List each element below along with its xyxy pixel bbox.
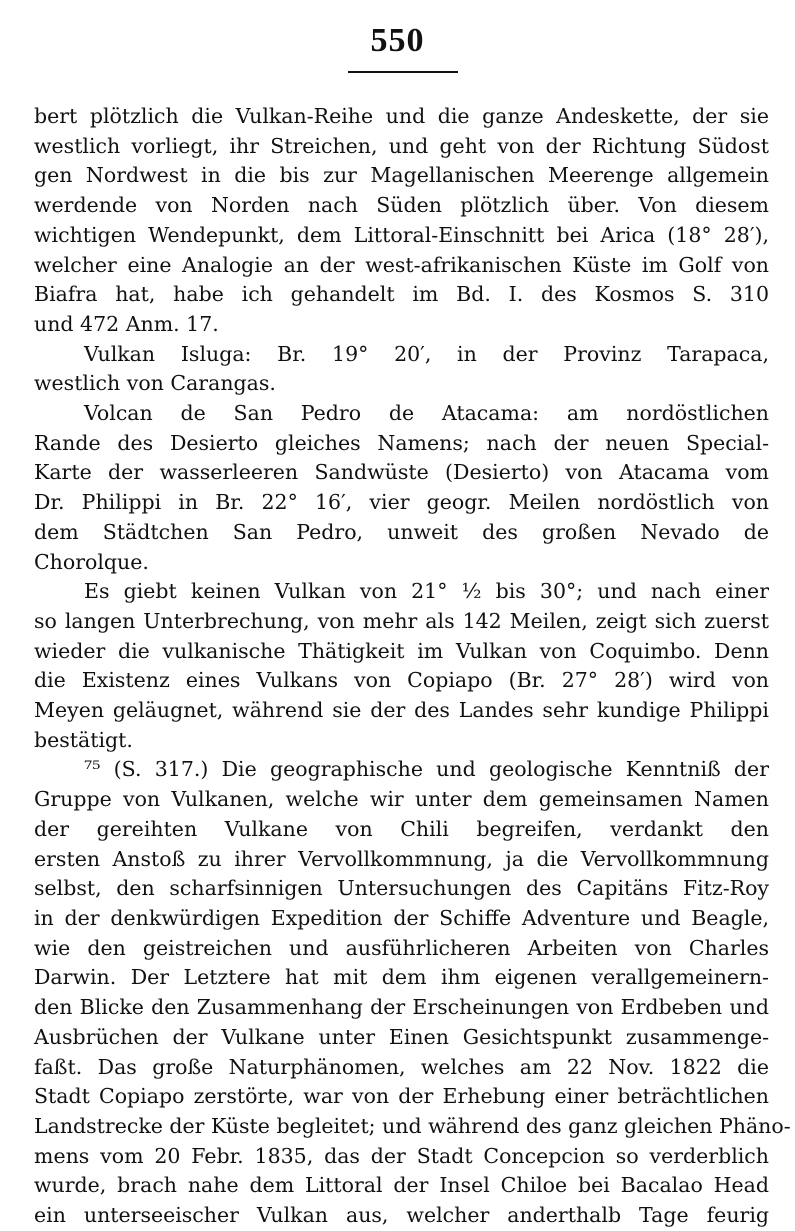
- text-line: westlich vorliegt, ihr Streichen, und geht von der Richtung Südost: [34, 133, 769, 158]
- text-line: so langen Unterbrechung, von mehr als 142 Meilen, zeigt sich zuerst: [34, 608, 769, 633]
- text-line: faßt. Das große Naturphänomen, welches am 22 Nov. 1822 die: [34, 1054, 769, 1079]
- text-line: wieder die vulkanische Thätigkeit im Vulkan von Coquimbo. Denn: [34, 638, 769, 663]
- text-line: Chorolque.: [34, 549, 149, 574]
- text-line: die Existenz eines Vulkans von Copiapo (Br. 27° 28′) wird von: [34, 668, 769, 693]
- text-line: Meyen geläugnet, während sie der des Landes sehr kundige Philippi: [34, 698, 769, 723]
- text-line: wichtigen Wendepunkt, dem Littoral-Einschnitt bei Arica (18° 28′),: [34, 222, 769, 247]
- text-line: Rande des Desierto gleiches Namens; nach der neuen Special-: [34, 430, 769, 455]
- text-line: und 472 Anm. 17.: [34, 311, 219, 336]
- text-line: westlich von Carangas.: [34, 371, 276, 396]
- text-line: Vulkan Isluga: Br. 19° 20′, in der Provinz Tarapaca,: [84, 341, 769, 366]
- text-line: wurde, brach nahe dem Littoral der Insel Chiloe bei Bacalao Head: [34, 1173, 769, 1198]
- text-line: ein unterseeischer Vulkan aus, welcher anderthalb Tage feurig: [34, 1203, 769, 1228]
- text-line: Ausbrüchen der Vulkane unter Einen Gesichtspunkt zusammenge-: [34, 1024, 769, 1049]
- text-line: Landstrecke der Küste begleitet; und während des ganz gleichen Phäno-: [34, 1113, 791, 1138]
- text-line: werdende von Norden nach Süden plötzlich über. Von diesem: [34, 193, 769, 218]
- text-line: mens vom 20 Febr. 1835, das der Stadt Concepcion so verderblich: [34, 1143, 769, 1168]
- text-line: wie den geistreichen und ausführlicheren Arbeiten von Charles: [34, 935, 769, 960]
- text-line: Volcan de San Pedro de Atacama: am nordöstlichen: [84, 401, 769, 426]
- text-line: Stadt Copiapo zerstörte, war von der Erhebung einer beträchtlichen: [34, 1084, 769, 1109]
- body-text: [34, 102, 791, 1231]
- text-line: Es giebt keinen Vulkan von 21° ½ bis 30°; und nach einer: [84, 579, 769, 604]
- text-line: der gereihten Vulkane von Chili begreifen, verdankt den: [34, 816, 769, 841]
- text-line: selbst, den scharfsinnigen Untersuchungen des Capitäns Fitz-Roy: [34, 876, 769, 901]
- header-rule: [348, 71, 458, 73]
- text-line: bert plötzlich die Vulkan-Reihe und die ganze Andeskette, der sie: [34, 104, 769, 128]
- text-line: bestätigt.: [34, 727, 133, 752]
- text-line: Biafra hat, habe ich gehandelt im Bd. I. des Kosmos S. 310: [34, 282, 769, 307]
- text-line: gen Nordwest in die bis zur Magellanischen Meerenge allgemein: [34, 163, 769, 188]
- text-line: dem Städtchen San Pedro, unweit des großen Nevado de: [34, 519, 769, 544]
- text-line: den Blicke den Zusammenhang der Erscheinungen von Erdbeben und: [34, 995, 769, 1020]
- text-line: ⁷⁵ (S. 317.) Die geographische und geologische Kenntniß der: [84, 757, 769, 782]
- text-line: in der denkwürdigen Expedition der Schiffe Adventure und Beagle,: [34, 905, 769, 930]
- page-number: 550: [370, 22, 425, 59]
- text-line: Gruppe von Vulkanen, welche wir unter dem gemeinsamen Namen: [34, 787, 769, 812]
- text-line: welcher eine Analogie an der west-afrikanischen Küste im Golf von: [34, 252, 769, 277]
- text-line: Darwin. Der Letztere hat mit dem ihm eigenen verallgemeinern-: [34, 965, 769, 990]
- text-line: ersten Anstoß zu ihrer Vervollkommnung, ja die Vervollkommnung: [34, 846, 769, 871]
- text-line: Dr. Philippi in Br. 22° 16′, vier geogr. Meilen nordöstlich von: [34, 490, 769, 515]
- text-line: Karte der wasserleeren Sandwüste (Desierto) von Atacama vom: [34, 460, 769, 485]
